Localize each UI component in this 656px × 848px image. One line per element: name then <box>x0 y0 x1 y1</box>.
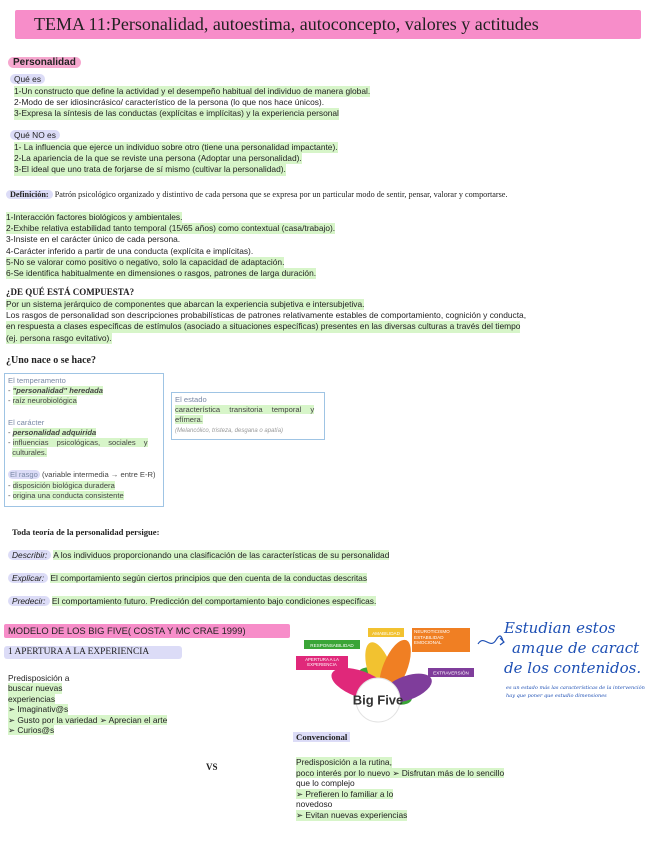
compuesta-line-3: en respuesta a clases específicas de estímulos (asociado a situaciones específicas) presentes en las diversas culturas a través del tiempo <box>6 321 521 332</box>
estado-note: (Melancólico, tristeza, desgana o apatía) <box>175 428 284 434</box>
rasgo-heading <box>8 470 156 479</box>
teoria-explicar <box>8 573 367 584</box>
caracter-item-1: personalidad adquirida <box>12 428 97 437</box>
temperamento-items: - "personalidad" heredada - raíz neurobiológica <box>8 386 103 405</box>
temperamento-box <box>4 373 164 507</box>
rasgo-note: (variable intermedia → entre E-R) <box>41 470 156 479</box>
personalidad-heading: Personalidad <box>8 57 81 68</box>
predecir-text: El comportamiento futuro. Predicción del comportamiento bajo condiciones específicas. <box>51 596 377 606</box>
teoria-heading: Toda teoría de la personalidad persigue: <box>12 527 160 537</box>
estado-lines <box>175 405 321 425</box>
que-no-es-label-wrap <box>10 130 60 141</box>
rasgo-title: El rasgo <box>10 470 38 479</box>
describir-label: Describir: <box>8 550 51 560</box>
que-es-label: Qué es <box>10 74 45 84</box>
convencional-list <box>296 757 504 821</box>
convencional-line-2: poco interés por lo nuevo ➢ Disfrutan más de lo sencillo <box>296 767 505 778</box>
que-es-label-wrap <box>10 74 45 85</box>
label-neuroticismo-wrap <box>414 629 468 651</box>
compuesta-line-4: (ej. persona rasgo evitativo). <box>6 332 112 343</box>
definicion-text: Patrón psicológico organizado y distintivo de cada persona que se expresa por un particular modo de sentir, pensar, valorar y comportarse. <box>54 190 508 199</box>
big-five-center-label: Big Five <box>352 692 404 708</box>
apertura-line-3: experiencias <box>8 693 56 704</box>
caracteristica-2: 2-Exhibe relativa estabilidad tanto temporal (15/65 años) como contextual (casa/trabajo). <box>6 223 336 234</box>
caracter-items: - personalidad adquirida - influencias psicológicas, sociales y culturales. <box>8 428 148 457</box>
compuesta-heading: ¿DE QUÉ ESTÁ COMPUESTA? <box>6 287 135 297</box>
convencional-heading: Convencional <box>293 732 350 742</box>
compuesta-line-1: Por un sistema jerárquico de componentes que abarcan la experiencia subjetiva e intersubjetiva. <box>6 299 365 309</box>
que-es-item-3: 3-Expresa la síntesis de las conductas (explícitas e implícitas) y la experiencia personal <box>14 108 339 119</box>
apertura-line-2: buscar nuevas <box>8 683 63 694</box>
handwritten-line-3: de los contenidos. <box>504 659 642 677</box>
big-five-diagram <box>292 624 504 726</box>
caracteristica-5: 5-No se valorar como positivo o negativo, solo la capacidad de adaptación. <box>6 256 285 267</box>
apertura-heading: 1 APERTURA A LA EXPERIENCIA <box>8 647 150 657</box>
apertura-line-6: ➢ Curios@s <box>8 725 55 736</box>
estado-line-1: característica transitoria temporal y <box>175 405 315 414</box>
section-personalidad <box>8 57 81 68</box>
compuesta-text <box>6 299 526 344</box>
que-no-es-label: Qué NO es <box>10 130 60 140</box>
nace-hace-heading: ¿Uno nace o se hace? <box>6 355 96 366</box>
convencional-heading-wrap <box>293 732 350 742</box>
label-apertura: APERTURA A LA EXPERIENCIA <box>305 657 339 668</box>
page-title: TEMA 11:Personalidad, autoestima, autoconcepto, valores y actitudes <box>34 14 539 34</box>
convencional-line-6: ➢ Evitan nuevas experiencias <box>296 809 408 820</box>
convencional-line-4: ➢ Prefieren lo familiar a lo <box>296 788 394 799</box>
que-no-es-item-1: 1- La influencia que ejerce un individuo sobre otro (tiene una personalidad impactante). <box>14 142 338 152</box>
teoria-predecir <box>8 596 376 607</box>
rasgo-item-1: disposición biológica duradera <box>12 481 115 490</box>
temperamento-item-1: "personalidad" heredada <box>12 386 103 395</box>
apertura-list <box>8 673 167 735</box>
rasgo-items: - disposición biológica duradera - origina una conducta consistente <box>8 481 124 500</box>
handwritten-line-2: amque de caract <box>512 639 640 657</box>
describir-text: A los individuos proporcionando una clasificación de las características de su personalidad <box>53 550 390 560</box>
que-no-es-item-2: 2-La apariencia de la que se reviste una persona (Adoptar una personalidad). <box>14 153 302 164</box>
handwritten-arrow-icon <box>476 630 506 654</box>
apertura-line-4: ➢ Imaginativ@s <box>8 704 69 715</box>
que-no-es-item-3: 3-El ideal que uno trata de forjarse de sí mismo (cultivar la personalidad). <box>14 164 286 175</box>
caracter-item-2: influencias psicológicas, sociales y <box>12 438 148 447</box>
convencional-line-3: que lo complejo <box>296 778 355 789</box>
estado-box <box>171 392 325 440</box>
definicion-label: Definición: <box>6 190 53 199</box>
caracter-title: El carácter <box>8 418 45 427</box>
convencional-line-5: novedoso <box>296 799 333 810</box>
que-es-item-2: 2-Modo de ser idiosincrásico/ característico de la persona (lo que nos hace únicos). <box>14 97 325 108</box>
que-es-list <box>14 86 370 120</box>
label-responsabilidad: RESPONSABILIDAD <box>310 642 354 648</box>
caracteristica-6: 6-Se identifica habitualmente en dimensiones o rasgos, patrones de larga duración. <box>6 268 317 279</box>
convencional-line-1: Predisposición a la rutina, <box>296 757 392 767</box>
teoria-describir <box>8 550 389 561</box>
estado-line-2: efímera. <box>175 415 203 424</box>
definicion <box>6 190 508 199</box>
explicar-label: Explicar: <box>8 573 48 583</box>
que-es-item-1: 1-Un constructo que define la actividad y el desempeño habitual del individuo de manera global. <box>14 86 371 96</box>
big-five-heading: MODELO DE LOS BIG FIVE( COSTA Y MC CRAE 1999) <box>8 625 246 636</box>
explicar-text: El comportamiento según ciertos principios que den cuenta de la conductas descritas <box>50 573 368 583</box>
handwritten-small-1: es un estado más las características de la intervención <box>506 685 645 691</box>
label-neuroticismo: NEUROTICISMO ESTABILIDAD EMOCIONAL <box>414 629 450 646</box>
caracteristica-4: 4-Carácter inferido a partir de una conducta (explícita e implícitas). <box>6 245 254 256</box>
apertura-line-5: ➢ Gusto por la variedad ➢ Aprecian el arte <box>8 714 168 725</box>
apertura-line-1: Predisposición a <box>8 673 70 683</box>
compuesta-line-2: Los rasgos de personalidad son descripciones probabilísticas de patrones relativamente estables de comportamiento, cognición y conducta, <box>6 310 527 321</box>
vs-label: VS <box>206 762 218 772</box>
label-apertura-wrap <box>297 657 347 670</box>
handwritten-line-1: Estudian estos <box>504 619 616 637</box>
handwritten-small-2: hay que poner que estudio dimensiones <box>506 693 607 699</box>
handwritten-note <box>504 618 641 678</box>
rasgo-item-2: origina una conducta consistente <box>12 491 124 500</box>
temperamento-title: El temperamento <box>8 376 66 385</box>
handwritten-small-note <box>506 684 645 700</box>
caracter-item-3: culturales. <box>12 448 47 457</box>
caracteristica-1: 1-Interacción factores biológicos y ambientales. <box>6 212 183 222</box>
label-extraversion: EXTRAVERSIÓN <box>433 670 469 676</box>
caracteristicas-list <box>6 212 335 279</box>
estado-title: El estado <box>175 395 207 404</box>
predecir-label: Predecir: <box>8 596 50 606</box>
label-amabilidad: AMABILIDAD <box>372 630 400 636</box>
caracteristica-3: 3-Insiste en el carácter único de cada persona. <box>6 234 181 245</box>
temperamento-item-2: raíz neurobiológica <box>12 396 77 405</box>
que-no-es-list <box>14 142 338 176</box>
